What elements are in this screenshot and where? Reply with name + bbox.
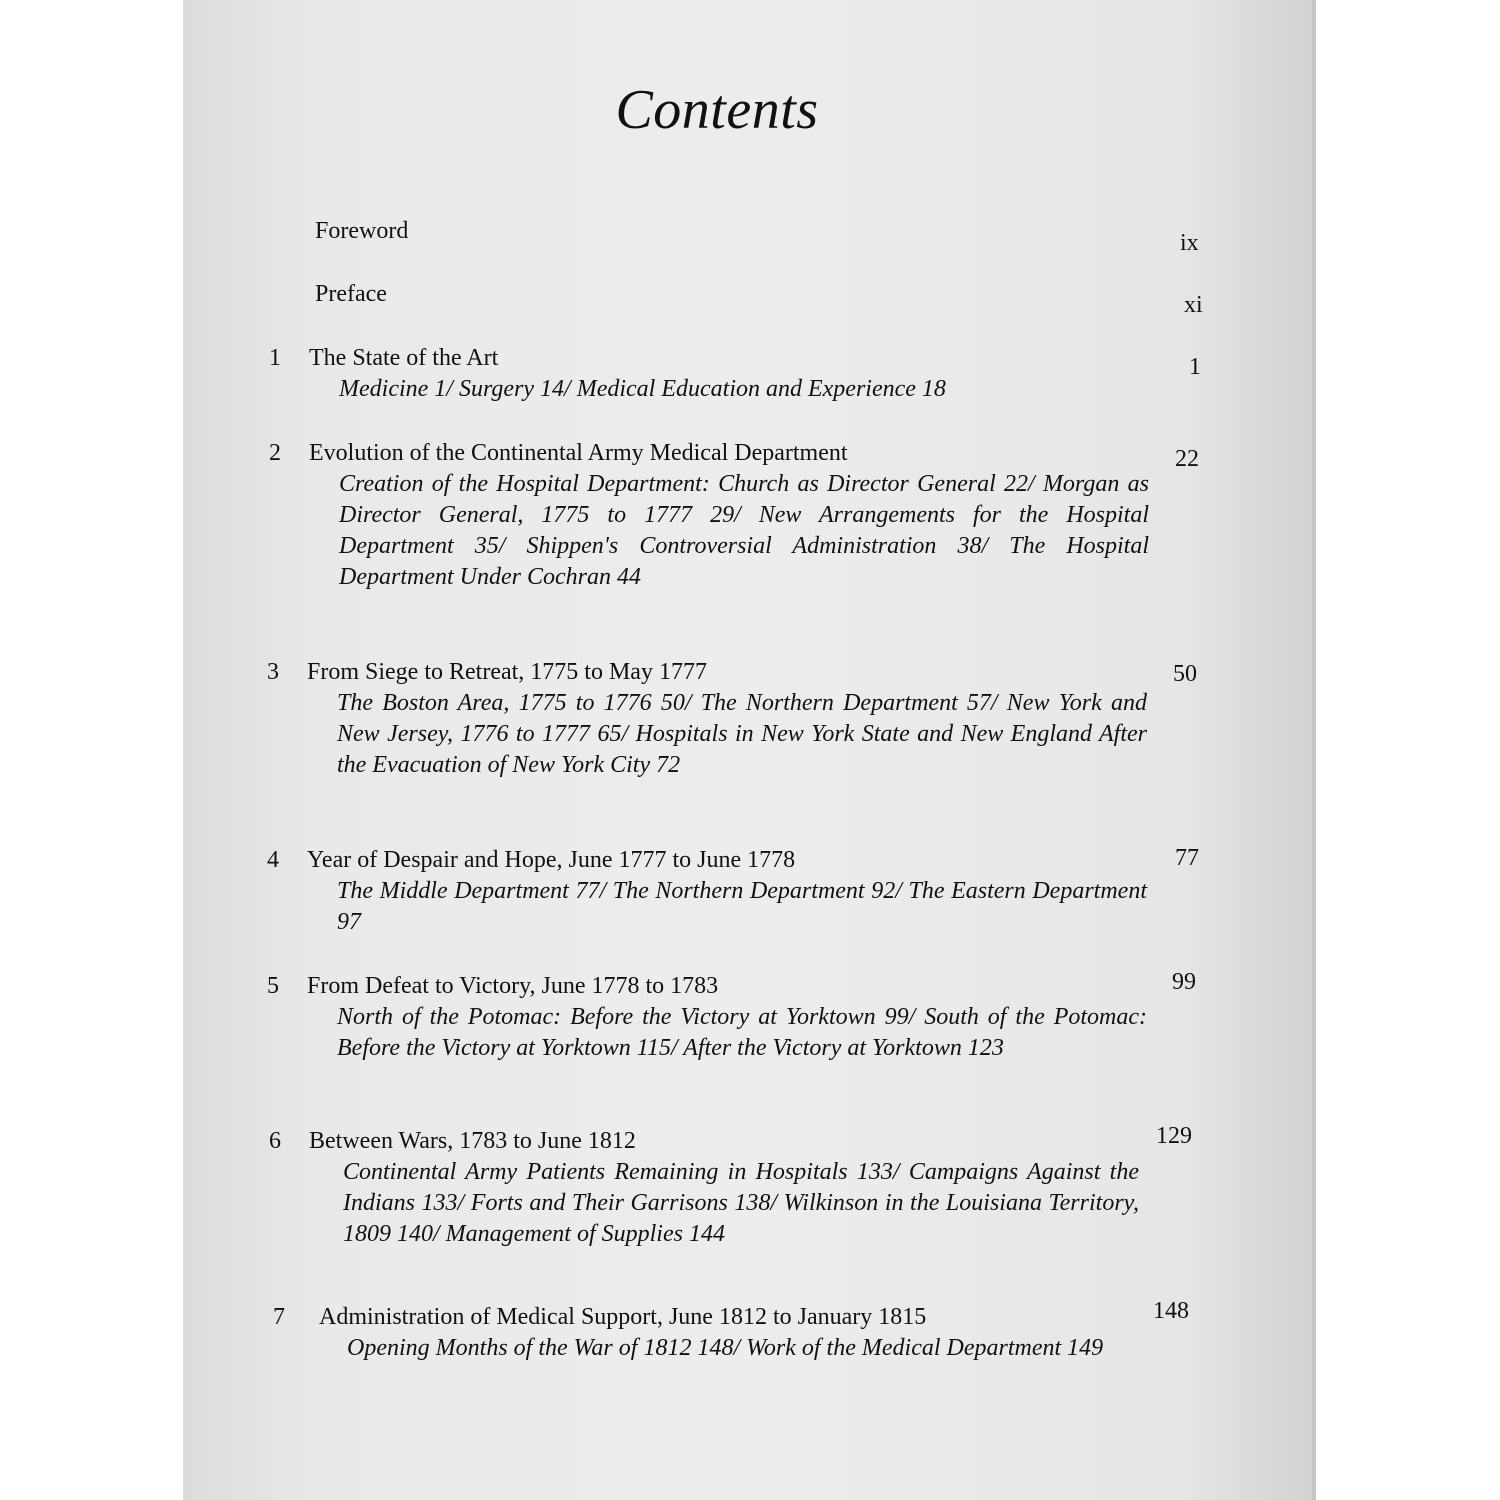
chapter-subsections: Medicine 1/ Surgery 14/ Medical Education and Experience 18 (339, 376, 946, 402)
chapter-subsections: Opening Months of the War of 1812 148/ Work of the Medical Department 149 (347, 1335, 1104, 1361)
chapter-subsections: North of the Potomac: Before the Victory at Yorktown 99/ South of the Potomac: Before the Victory at Yorktown 115/ After the Victory at Yorktown 123 (337, 1004, 1147, 1061)
chapter-subsections: Creation of the Hospital Department: Church as Director General 22/ Morgan as Director General, 1775 to 1777 29/ New Arrangements for the Hospital Department 35/ Shippen's Controversial Administration 38/ The Hospital Department Under Cochran 44 (339, 471, 1149, 590)
chapter-title: Between Wars, 1783 to June 1812 (309, 1128, 636, 1154)
chapter-page: 77 (1175, 845, 1199, 871)
chapter-title: From Defeat to Victory, June 1778 to 1783 (307, 973, 719, 999)
chapter-title: Administration of Medical Support, June 1812 to January 1815 (319, 1304, 927, 1330)
chapter-number: 5 (267, 973, 279, 999)
chapter-title: The State of the Art (309, 345, 499, 371)
chapter-page: 22 (1175, 446, 1199, 472)
chapter-number: 4 (267, 847, 279, 873)
chapter-number: 7 (273, 1304, 285, 1330)
chapter-page: 129 (1156, 1123, 1192, 1149)
chapter-page: 99 (1172, 969, 1196, 995)
chapter-title: Evolution of the Continental Army Medical Department (309, 440, 848, 466)
chapter-subsections: The Boston Area, 1775 to 1776 50/ The Northern Department 57/ New York and New Jersey, 1776 to 1777 65/ Hospitals in New York State and New England After the Evacuation of New York City 72 (337, 690, 1147, 778)
book-page (183, 0, 1316, 1500)
front-matter-foreword-label: Foreword (315, 218, 409, 244)
page-title: Contents (615, 79, 819, 141)
front-matter-foreword-page: ix (1180, 230, 1199, 256)
chapter-page: 1 (1189, 354, 1201, 380)
chapter-number: 2 (269, 440, 281, 466)
front-matter-preface-label: Preface (315, 281, 387, 307)
front-matter-preface-page: xi (1184, 292, 1203, 318)
chapter-subsections: The Middle Department 77/ The Northern Department 92/ The Eastern Department 97 (337, 878, 1147, 935)
chapter-page: 50 (1173, 661, 1197, 687)
chapter-number: 1 (269, 345, 281, 371)
chapter-subsections: Continental Army Patients Remaining in Hospitals 133/ Campaigns Against the Indians 133/ Forts and Their Garrisons 138/ Wilkinson in the Louisiana Territory, 1809 140/ Management of Supplies 144 (343, 1159, 1139, 1247)
chapter-title: Year of Despair and Hope, June 1777 to June 1778 (307, 847, 796, 873)
chapter-number: 6 (269, 1128, 281, 1154)
chapter-title: From Siege to Retreat, 1775 to May 1777 (307, 659, 707, 685)
chapter-page: 148 (1153, 1298, 1189, 1324)
page-edge (1312, 0, 1316, 1500)
chapter-number: 3 (267, 659, 279, 685)
